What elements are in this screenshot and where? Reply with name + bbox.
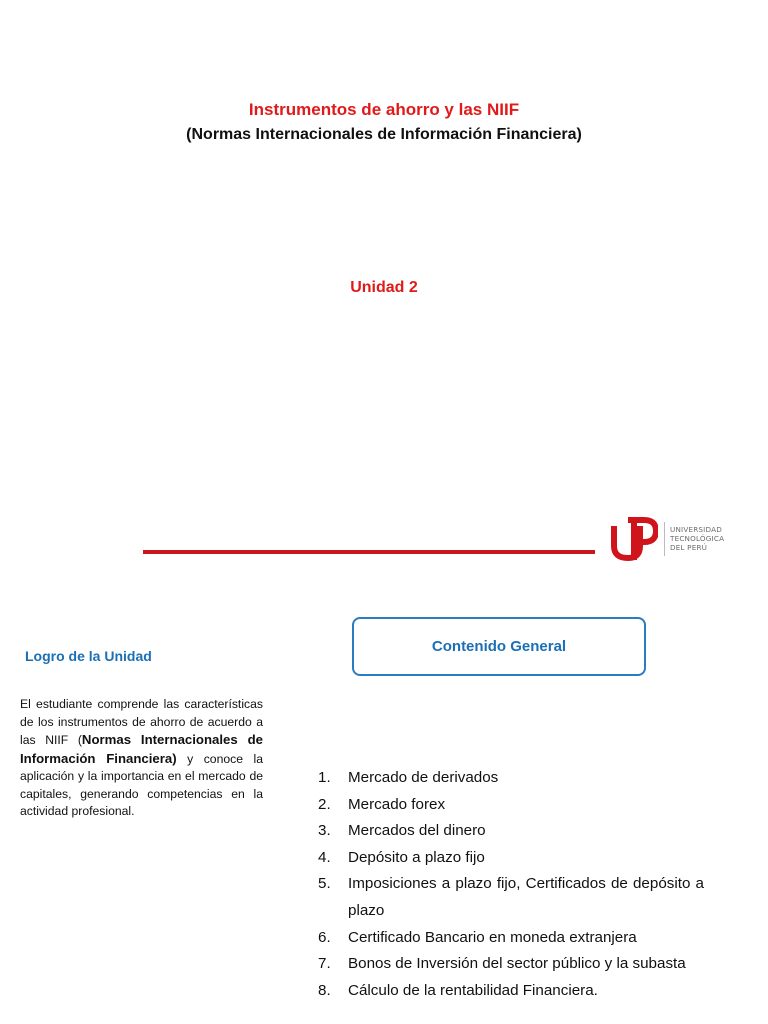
list-item	[318, 951, 704, 978]
list-item	[318, 871, 704, 924]
contenido-general-label: Contenido General	[431, 638, 567, 655]
logro-bold: Normas Internacionales de Información Financiera)	[20, 732, 263, 766]
list-item-text: Bonos de Inversión del sector público y la subasta	[348, 955, 686, 973]
list-item-text: Depósito a plazo fijo	[348, 848, 485, 866]
list-item	[318, 765, 704, 792]
unit-label: Unidad 2	[350, 279, 418, 296]
utp-logo	[600, 512, 752, 564]
page-title: Instrumentos de ahorro y las NIIF	[248, 100, 520, 119]
list-item-text: Mercado forex	[348, 795, 446, 813]
list-item-text: Certificado Bancario en moneda extranjera	[348, 928, 637, 946]
content-list	[318, 765, 704, 1004]
list-item-text: Mercado de derivados	[348, 769, 499, 786]
list-item	[318, 818, 704, 845]
list-item-number: 1.	[318, 769, 331, 786]
red-divider	[143, 550, 595, 554]
utp-logo-icon	[610, 516, 658, 562]
logro-paragraph	[20, 696, 263, 821]
list-item-text: Imposiciones a plazo fijo, Certificados de depósito a plazo	[348, 875, 704, 919]
list-item	[318, 792, 704, 819]
logro-rest: y conoce la aplicación y la importancia en el mercado de capitales, generando competencias en la actividad profesional.	[20, 751, 263, 818]
list-item-number: 6.	[318, 928, 331, 946]
logo-wordmark	[670, 525, 724, 552]
list-item-number: 3.	[318, 822, 331, 840]
logo-line-3: DEL PERÚ	[670, 543, 708, 552]
list-item	[318, 845, 704, 872]
page-subtitle: (Normas Internacionales de Información Financiera)	[186, 126, 582, 143]
logo-line-1: UNIVERSIDAD	[670, 525, 722, 534]
list-item-text: Cálculo de la rentabilidad Financiera.	[348, 981, 598, 999]
list-item	[318, 978, 704, 1005]
logro-title: Logro de la Unidad	[25, 648, 152, 664]
list-item-text: Mercados del dinero	[348, 822, 486, 840]
logo-separator	[664, 522, 665, 556]
contenido-general-box	[352, 617, 646, 676]
list-item-number: 8.	[318, 981, 331, 999]
list-item-number: 2.	[318, 795, 331, 813]
list-item	[318, 925, 704, 952]
logro-intro: El estudiante comprende las características de los instrumentos de ahorro de acuerdo a las NIIF (	[20, 697, 263, 747]
logo-line-2: TECNOLÓGICA	[670, 534, 725, 543]
list-item-number: 4.	[318, 848, 331, 866]
list-item-number: 7.	[318, 955, 331, 973]
list-item-number: 5.	[318, 875, 331, 893]
slide-contents	[0, 575, 768, 1024]
